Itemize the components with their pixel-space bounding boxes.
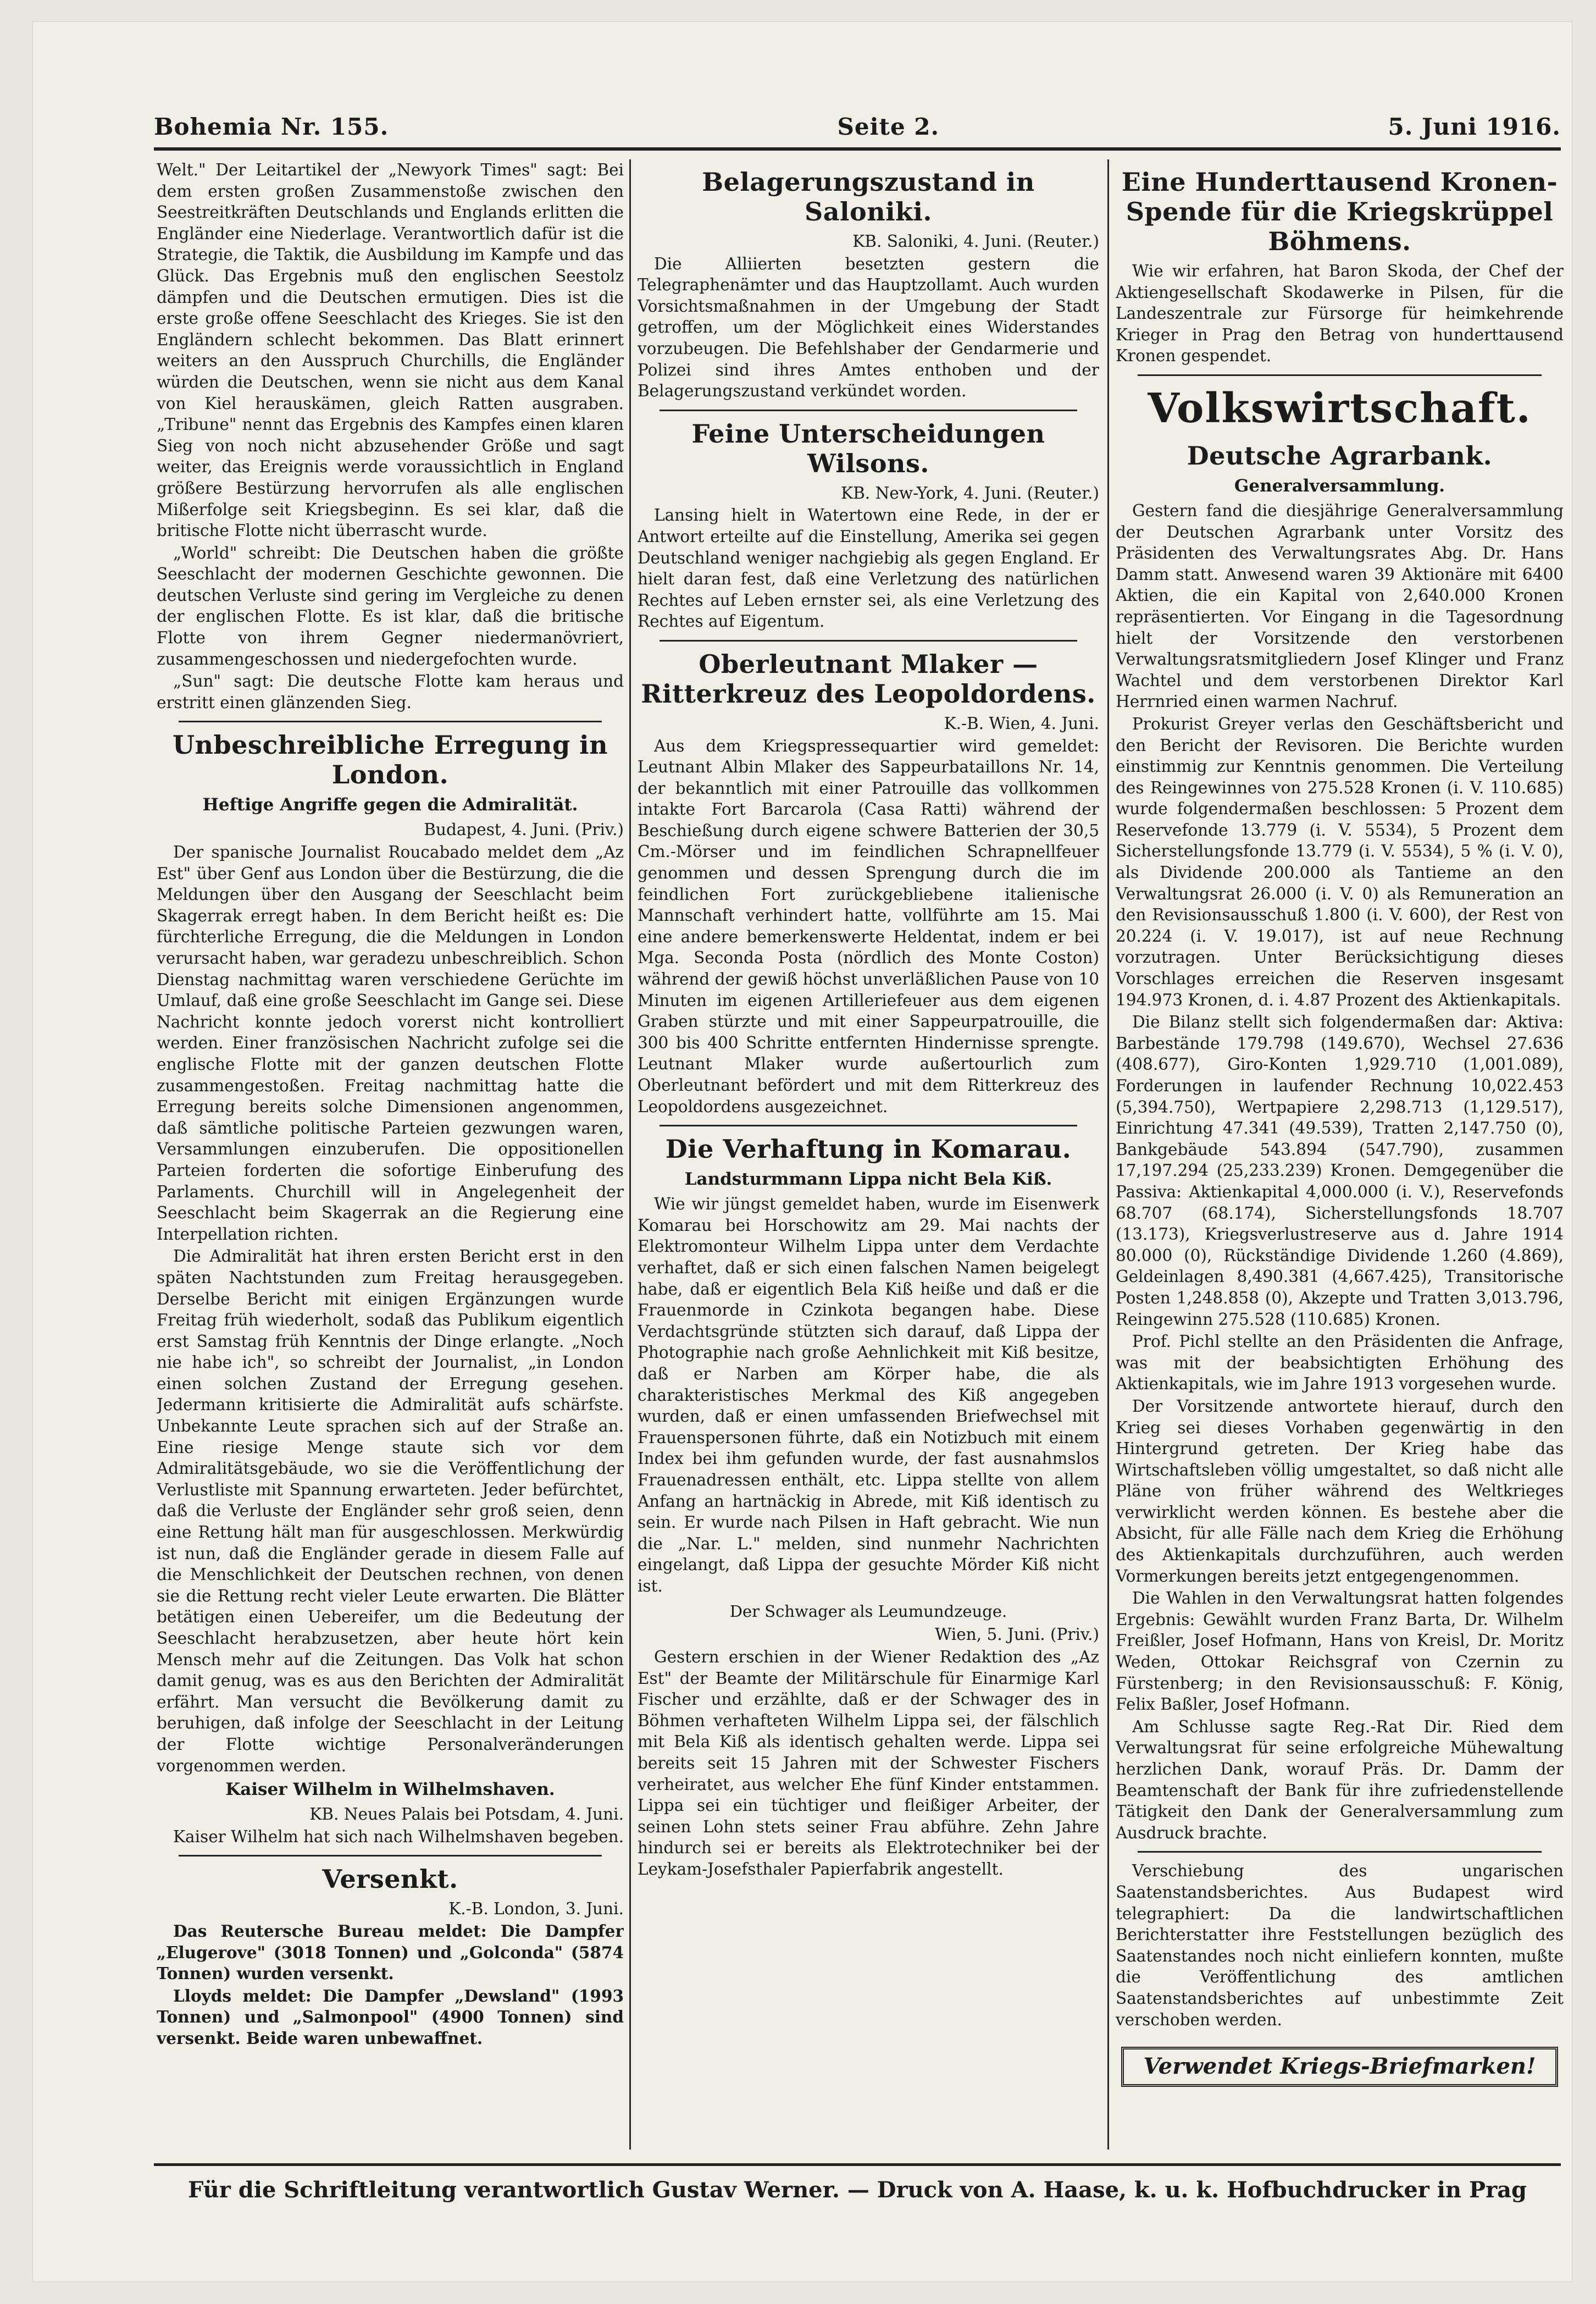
dateline: KB. New-York, 4. Juni. (Reuter.) bbox=[841, 483, 1099, 502]
article-text: Welt." Der Leitartikel der „Newyork Times" sagt: Bei dem ersten großen Zusammenstoße zwischen den Seestreitkräften Deutschlands und Englands erlitten die Engländer eine Niederlage. Verantwortlich dafür ist die Strategie, die Taktik, die Ausbildung im Kampfe und das Glück. Das Ergebnis muß den englischen Seestolz dämpfen und die Deutschen ermutigen. Dies ist die erste große offene Seeschlacht des Krieges. Sie ist den Engländern schlecht bekommen. Das Blatt erinnert weiters an den Ausspruch Churchills, die Engländer würden die Deutschen, wenn sie nicht aus dem Kanal von Kiel herauskämen, gleich Ratten ausgraben. „Tribune" nennt das Ergebnis des Kampfes einen klaren Sieg von noch nicht abzusehender Größe und sagt weiter, das Ereignis werde voraussichtlich in England größere Bestürzung hervorrufen als alle englischen Mißerfolge seit Kriegsbeginn. Es sei klar, daß die britische Flotte nicht überrascht wurde. bbox=[157, 161, 624, 540]
imprint-footer: Für die Schriftleitung verantwortlich Gustav Werner. — Druck von A. Haase, k. u. k. Hofbuchdrucker in Prag bbox=[187, 2177, 1527, 2203]
column-1 bbox=[157, 159, 624, 2150]
article-text: Gestern fand die diesjährige Generalversammlung der Deutschen Agrarbank unter Vorsitz des Präsidenten des Verwaltungsrates Abg. Dr. Hans Damm statt. Anwesend waren 39 Aktionäre mit 6400 Aktien, die ein Kapital von 2,640.000 Kronen repräsentierten. Vor Eingang in die Tagesordnung hielt der Vorsitzende den verstorbenen Verwaltungsratsmitgliedern Josef Klinger und Franz Wachtel und dem verstorbenen Direktor Karl Herrnried einen warmen Nachruf. bbox=[1116, 501, 1564, 711]
article-text: Verschiebung des ungarischen Saatenstandsberichtes. Aus Budapest wird telegraphiert: Da die landwirtschaftlichen Berichterstatter ihre Feststellungen bezüglich des Saatenstandes noch nicht einliefern konnten, mußte die Veröffentlichung des amtlichen Saatenstandsberichtes auf unbestimmte Zeit verschoben werden. bbox=[1116, 1861, 1564, 2029]
advert-box: Verwendet Kriegs-Briefmarken! bbox=[1121, 2047, 1558, 2087]
article-text: Prof. Pichl stellte an den Präsidenten die Anfrage, was mit der beabsichtigten Erhöhung des Aktienkapitals, wie im Jahre 1913 vorgesehen wurde. bbox=[1116, 1332, 1564, 1394]
header-page-number: Seite 2. bbox=[837, 113, 940, 140]
dateline: Wien, 5. Juni. (Priv.) bbox=[935, 1625, 1099, 1644]
article-text: Wie wir jüngst gemeldet haben, wurde im Eisenwerk Komarau bei Horschowitz am 29. Mai nachts der Elektromonteur Wilhelm Lippa unter dem Verdachte verhaftet, daß er sich einen falschen Namen beigelegt habe, daß er eigentlich Bela Kiß heiße und daß er die Frauenmorde in Czinkota begangen habe. Diese Verdachtsgründe stützten sich darauf, daß Lippa der Photographie nach große Aehnlichkeit mit Kiß besitze, daß er Narben am Körper habe, die als charakteristisches Merkmal des Kiß angegeben wurden, daß er einen umfassenden Briefwechsel mit Frauenspersonen führte, daß ein Notizbuch mit einem Index bei ihm gefunden wurde, der fast ausnahmslos Frauenadressen enthält, etc. Lippa stellte von allem Anfang an hartnäckig in Abrede, mit Kiß identisch zu sein. Er wurde nach Pilsen in Haft gebracht. Wie nun die „Nar. L." melden, sind nunmehr Nachrichten eingelangt, daß Lippa der gesuchte Mörder Kiß nicht ist. bbox=[638, 1195, 1099, 1595]
headline-mlaker: Oberleutnant Mlaker — Ritterkreuz des Leopoldordens. bbox=[641, 649, 1096, 709]
header-date: 5. Juni 1916. bbox=[1388, 113, 1561, 140]
section-title-volkswirtschaft: Volkswirtschaft. bbox=[1148, 384, 1532, 432]
dateline: KB. Saloniki, 4. Juni. (Reuter.) bbox=[852, 232, 1099, 251]
article-text: Das Reutersche Bureau meldet: Die Dampfer „Elugerove" (3018 Tonnen) und „Golconda" (5874 Tonnen) wurden versenkt. bbox=[157, 1921, 624, 1983]
article-text: Aus dem Kriegspressequartier wird gemeldet: Leutnant Albin Mlaker des Sappeurbataillons Nr. 14, der bekanntlich mit einer Patrouille das vollkommen intakte Fort Barcarola (Casa Ratti) während der Beschießung durch eigene schwere Batterien der 30,5 Cm.-Mörser und im feindlichen Schrapnellfeuer genommen und dessen Sprengung durch die im feindlichen Fort zurückgebliebene italienische Mannschaft verhindert hatte, vollführte am 15. Mai eine andere bemerkenswerte Heldentat, indem er bei Mga. Seconda Posta (nördlich des Monte Coston) während der gewiß höchst unverläßlichen Pause von 10 Minuten im eigenen Artilleriefeuer aus dem eigenen Graben stürzte und mit einer Sappeurpatrouille, die 300 bis 400 Schritte entfernten Hindernisse sprengte. Leutnant Mlaker wurde außertourlich zum Oberleutnant befördert und mit dem Ritterkreuz des Leopoldordens ausgezeichnet. bbox=[638, 736, 1099, 1116]
column-3 bbox=[1116, 159, 1564, 2150]
headline-spende: Eine Hunderttausend Kronen-Spende für die Kriegskrüppel Böhmens. bbox=[1121, 167, 1558, 256]
article-text: Die Admiralität hat ihren ersten Bericht erst in den späten Nachtstunden zum Freitag herausgegeben. Derselbe Bericht mit einigen Ergänzungen wurde Freitag früh wiederholt, sodaß das Publikum eigentlich erst Samstag früh Kenntnis der Dinge erlangte. „Noch nie habe ich", so schreibt der Journalist, „in London einen solchen Zustand der Erregung gesehen. Jedermann kritisierte die Admiralität aufs schärfste. Unbekannte Leute sprachen sich auf der Straße an. Eine riesige Menge staute sich vor dem Admiralitätsgebäude, wo sie die Veröffentlichung der Verlustliste mit Spannung erwarteten. Jeder befürchtet, daß die Verluste der Engländer sehr groß seien, denn eine Rettung hält man für ausgeschlossen. Merkwürdig ist nun, daß die Engländer gerade in diesem Falle auf die Menschlichkeit der Deutschen rechnen, von denen sie die Rettung recht vieler Leute erwarten. Die Blätter betätigen einen Uebereifer, um die Bedeutung der Seeschlacht herabzusetzen, aber heute hört kein Mensch mehr auf die Zeitungen. Das Volk hat schon damit genug, was es aus den Berichten der Admiralität erfährt. Man versucht die Bevölkerung damit zu beruhigen, daß infolge der Seeschlacht in der Leitung der Flotte wichtige Personalveränderungen vorgenommen werden. bbox=[157, 1247, 624, 1775]
headline-versenkt: Versenkt. bbox=[322, 1864, 458, 1894]
article-text: Der spanische Journalist Roucabado meldet dem „Az Est" über Genf aus London über die Bestürzung, die die Meldungen über den Ausgang der Seeschlacht beim Skagerrak erregt haben. In dem Bericht heißt es: Die fürchterliche Erregung, die die Meldungen in London verursacht haben, war geradezu unbeschreiblich. Schon Dienstag nachmittag waren verschiedene Gerüchte im Umlauf, daß eine große Seeschlacht im Gange sei. Diese Nachricht konnte jedoch vorerst nicht kontrolliert werden. Einer französischen Nachricht zufolge sei die englische Flotte mit der ganzen deutschen Flotte zusammengestoßen. Freitag nachmittag hatte die Erregung bereits solche Dimensionen angenommen, daß sämtliche politische Parteien gezwungen waren, Versammlungen einzuberufen. Die oppositionellen Parteien forderten die sofortige Einberufung des Parlaments. Churchill will in Angelegenheit der Seeschlacht beim Skagerrak an die Regierung eine Interpellation richten. bbox=[157, 843, 624, 1244]
divider bbox=[179, 1855, 602, 1857]
headline-agrarbank: Deutsche Agrarbank. bbox=[1187, 440, 1493, 471]
article-text: Der Vorsitzende antwortete hierauf, durch den Krieg sei dieses Vorhaben gegenwärtig in den Hintergrund getreten. Der Krieg habe das Wirtschaftsleben völlig umgestaltet, so daß nicht alle Pläne von früher während des Weltkrieges verwirklicht werden können. Es bestehe aber die Absicht, für alle Fälle nach dem Krieg die Erhöhung des Aktienkapitals durchzuführen, auch werden Vormerkungen bereits jetzt entgegengenommen. bbox=[1116, 1396, 1564, 1585]
subheadline-schwager: Der Schwager als Leumundzeuge. bbox=[729, 1602, 1007, 1621]
divider bbox=[660, 1125, 1077, 1126]
column-2 bbox=[638, 159, 1099, 2150]
column-rule bbox=[629, 159, 631, 2150]
article-text: Die Wahlen in den Verwaltungsrat hatten folgendes Ergebnis: Gewählt wurden Franz Barta, Dr. Wilhelm Freißler, Josef Hofmann, Hans von Kreisl, Dr. Moritz Weden, Ottokar Reichsgraf von Czernin zu Fürstenberg; in den Revisionsausschuß: F. König, Felix Baßler, Josef Hofmann. bbox=[1116, 1589, 1564, 1714]
dateline: K.-B. Wien, 4. Juni. bbox=[944, 714, 1099, 733]
headline-kaiser: Kaiser Wilhelm in Wilhelmshaven. bbox=[225, 1780, 555, 1800]
divider bbox=[1138, 1851, 1542, 1853]
subheadline-agrarbank: Generalversammlung. bbox=[1234, 476, 1445, 496]
headline-wilson: Feine Unterscheidungen Wilsons. bbox=[691, 418, 1045, 478]
subheadline-london: Heftige Angriffe gegen die Admiralität. bbox=[202, 795, 578, 815]
dateline: KB. Neues Palais bei Potsdam, 4. Juni. bbox=[309, 1805, 624, 1824]
article-text: Die Alliierten besetzten gestern die Telegraphenämter und das Hauptzollamt. Auch wurden Vorsichtsmaßnahmen in der Umgebung der Stadt getroffen, um der Möglichkeit eines Widerstandes vorzubeugen. Die Befehlshaber der Gendarmerie und Polizei sind ihres Amtes enthoben und der Belagerungszustand verkündet worden. bbox=[638, 254, 1099, 401]
article-text: Prokurist Greyer verlas den Geschäftsbericht und den Bericht der Revisoren. Die Berichte wurden einstimmig zur Kenntnis genommen. Die Verteilung des Reingewinnes von 275.528 Kronen (i. V. 110.685) wurde folgendermaßen beschlossen: 5 Prozent dem Reservefonde 13.779 (i. V. 5534), 5 Prozent dem Sicherstellungsfonde 13.779 (i. V. 5534), 5 % (i. V. 0), als Dividende 200.000 als Tantieme an den Verwaltungsrat 26.000 (i. V. 0) als Remuneration an den Revisionsausschuß 1.800 (i. V. 600), der Rest von 20.224 (i. V. 19.017), ist auf neue Rechnung vorzutragen. Unter Berücksichtigung dieses Vorschlages erreichen die Reserven insgesamt 194.973 Kronen, d. i. 4.87 Prozent des Aktienkapitals. bbox=[1116, 714, 1564, 1009]
article-text: Wie wir erfahren, hat Baron Skoda, der Chef der Aktiengesellschaft Skodawerke in Pilsen, für die Landeszentrale zur Fürsorge für heimkehrende Krieger in Prag den Betrag von hunderttausend Kronen gespendet. bbox=[1116, 262, 1564, 366]
article-text: Kaiser Wilhelm hat sich nach Wilhelmshaven begeben. bbox=[173, 1827, 624, 1846]
divider bbox=[660, 410, 1077, 411]
article-text: Lansing hielt in Watertown eine Rede, in der er Antwort erteilte auf die Einstellung, Amerika sei gegen Deutschland weniger nachgiebig als gegen England. Er hielt daran fest, daß eine Verletzung des natürlichen Rechtes auf Leben ernster sei, als eine Verletzung des Rechtes auf Eigentum. bbox=[638, 506, 1099, 631]
article-text: Lloyds meldet: Die Dampfer „Dewsland" (1993 Tonnen) und „Salmonpool" (4900 Tonnen) sind versenkt. Beide waren unbewaffnet. bbox=[157, 1986, 624, 2048]
column-rule bbox=[1107, 159, 1109, 2150]
headline-komarau: Die Verhaftung in Komarau. bbox=[665, 1134, 1072, 1164]
header-rule bbox=[154, 147, 1561, 151]
article-text: „Sun" sagt: Die deutsche Flotte kam heraus und erstritt einen glänzenden Sieg. bbox=[157, 672, 624, 712]
divider bbox=[179, 721, 602, 722]
headline-saloniki: Belagerungszustand in Saloniki. bbox=[702, 167, 1035, 226]
article-text: Am Schlusse sagte Reg.-Rat Dir. Ried dem Verwaltungsrat für seine erfolgreiche Mühewaltung herzlichen Dank, worauf Präs. Dr. Damm der Beamtenschaft der Bank für ihre zufriedenstellende Tätigkeit den Dank der Generalversammlung zum Ausdruck brachte. bbox=[1116, 1717, 1564, 1842]
header-issue: Bohemia Nr. 155. bbox=[154, 113, 389, 140]
subheadline-komarau: Landsturmmann Lippa nicht Bela Kiß. bbox=[684, 1169, 1052, 1190]
article-text: Gestern erschien in der Wiener Redaktion des „Az Est" der Beamte der Militärschule für Einarmige Karl Fischer und erzählte, daß er der Schwager des in Böhmen verhafteten Wilhelm Lippa sei, der fälschlich mit Bela Kiß als identisch gehalten werde. Lippa sei bereits seit 15 Jahren mit der Schwester Fischers verheiratet, aus welcher Ehe fünf Kinder entstammen. Lippa sei ein tüchtiger und fleißiger Arbeiter, der seinen Lohn stets seiner Frau abführe. Zehn Jahre hindurch sei er bereits als Elektrotechniker bei der Leykam-Josefsthaler Papierfabrik angestellt. bbox=[638, 1648, 1099, 1878]
article-text: Die Bilanz stellt sich folgendermaßen dar: Aktiva: Barbestände 179.798 (149.670), Wechsel 27.636 (408.677), Giro-Konten 1,929.710 (1,001.089), Forderungen in laufender Rechnung 10,022.453 (5,394.750), Wertpapiere 2,298.713 (1,129.517), Einrichtung 47.341 (49.539), Tratten 2,147.750 (0), Bankgebäude 543.894 (547.790), zusammen 17,197.294 (25,233.239) Kronen. Demgegenüber die Passiva: Aktienkapital 4,000.000 (i. V.), Reservefonds 68.707 (68.174), Sicherstellungsfonds 18.707 (13.173), Kriegsverlustreserve aus d. Jahre 1914 80.000 (0), Rückständige Dividende 1.260 (4.869), Geldeinlagen 8,490.381 (4,667.425), Transitorische Posten 1,248.858 (0), Akzepte und Tratten 3,013.796, Reingewinn 275.528 (110.685) Kronen. bbox=[1116, 1013, 1564, 1329]
dateline: K.-B. London, 3. Juni. bbox=[448, 1899, 624, 1919]
footer-rule bbox=[154, 2163, 1561, 2166]
page-header bbox=[154, 96, 1561, 140]
dateline: Budapest, 4. Juni. (Priv.) bbox=[424, 820, 624, 839]
headline-london: Unbeschreibliche Erregung in London. bbox=[172, 730, 608, 790]
divider bbox=[660, 640, 1077, 642]
article-text: „World" schreibt: Die Deutschen haben die größte Seeschlacht der modernen Geschichte gewonnen. Die deutschen Verluste sind gering im Vergleiche zu denen der englischen Flotte. Es ist klar, daß die britische Flotte von ihrem Gegner niedermanövriert, zusammengeschossen und niedergefochten wurde. bbox=[157, 543, 624, 668]
divider bbox=[1138, 374, 1542, 376]
